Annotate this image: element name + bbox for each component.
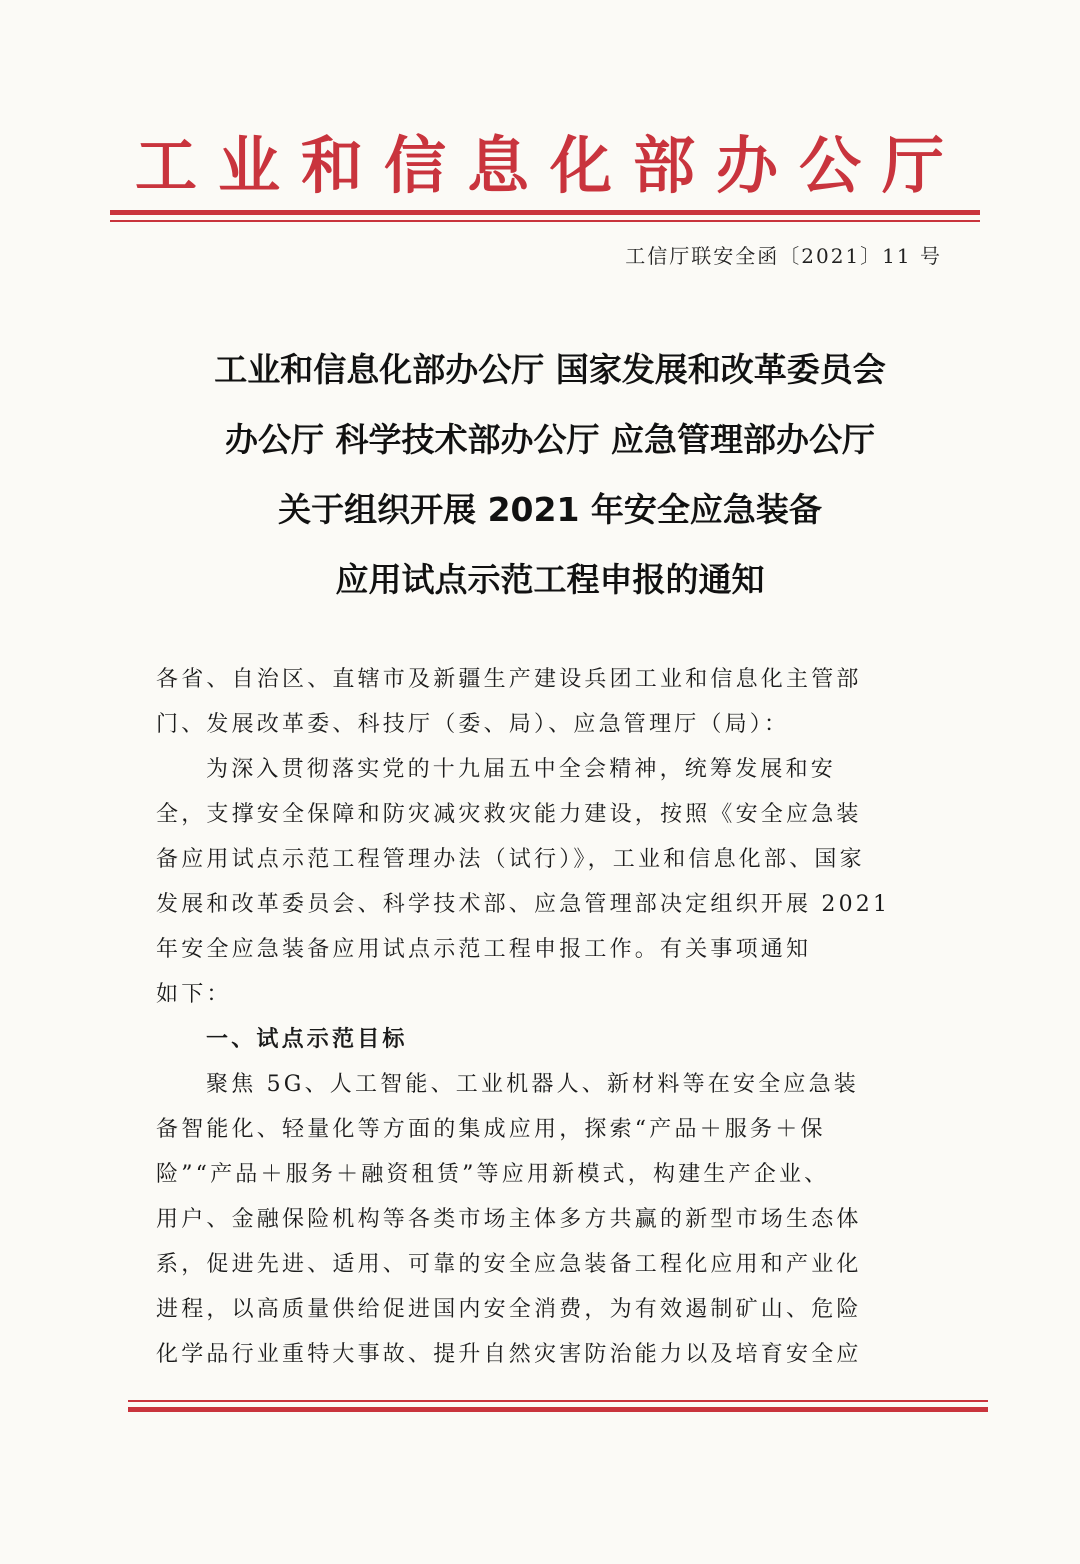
paragraph-line: 备应用试点示范工程管理办法（试行）》，工业和信息化部、国家 bbox=[156, 847, 865, 872]
paragraph-line: 发展和改革委员会、科学技术部、应急管理部决定组织开展 2021 bbox=[156, 892, 891, 917]
paragraph-line: 化学品行业重特大事故、提升自然灾害防治能力以及培育安全应 bbox=[156, 1342, 862, 1367]
footer-rule-thick bbox=[128, 1407, 988, 1412]
paragraph-line: 如下： bbox=[156, 982, 232, 1007]
paragraph-line: 进程，以高质量供给促进国内安全消费，为有效遏制矿山、危险 bbox=[156, 1297, 862, 1322]
letterhead-rule-thin bbox=[110, 220, 980, 222]
letterhead-title: 工业和信息化部办公厅 bbox=[134, 129, 965, 202]
addressee-line: 门、发展改革委、科技厅（委、局）、应急管理厅（局）： bbox=[156, 712, 790, 737]
addressee-line: 各省、自治区、直辖市及新疆生产建设兵团工业和信息化主管部 bbox=[156, 667, 862, 692]
letterhead-rule-thick bbox=[110, 210, 980, 215]
document-number: 工信厅联安全函〔2021〕11 号 bbox=[625, 244, 942, 268]
paragraph-line: 备智能化、轻量化等方面的集成应用，探索“产品＋服务＋保 bbox=[156, 1117, 826, 1142]
paragraph-line: 年安全应急装备应用试点示范工程申报工作。有关事项通知 bbox=[156, 937, 812, 962]
paragraph-line: 聚焦 5G、人工智能、工业机器人、新材料等在安全应急装 bbox=[206, 1072, 859, 1097]
section-heading: 一、试点示范目标 bbox=[206, 1027, 408, 1052]
paragraph-line: 险”“产品＋服务＋融资租赁”等应用新模式，构建生产企业、 bbox=[156, 1162, 830, 1187]
paragraph-line: 系，促进先进、适用、可靠的安全应急装备工程化应用和产业化 bbox=[156, 1252, 862, 1277]
footer-rule-thin bbox=[128, 1400, 988, 1402]
document-title bbox=[110, 340, 990, 620]
paragraph-line: 用户、金融保险机构等各类市场主体多方共赢的新型市场生态体 bbox=[156, 1207, 862, 1232]
title-line: 办公厅 科学技术部办公厅 应急管理部办公厅 bbox=[225, 420, 875, 459]
title-line: 工业和信息化部办公厅 国家发展和改革委员会 bbox=[214, 350, 886, 389]
paragraph-line: 为深入贯彻落实党的十九届五中全会精神，统筹发展和安 bbox=[206, 757, 837, 782]
paragraph-line: 全，支撑安全保障和防灾减灾救灾能力建设，按照《安全应急装 bbox=[156, 802, 862, 827]
title-line: 应用试点示范工程申报的通知 bbox=[335, 560, 765, 599]
title-line: 关于组织开展 2021 年安全应急装备 bbox=[278, 490, 822, 529]
